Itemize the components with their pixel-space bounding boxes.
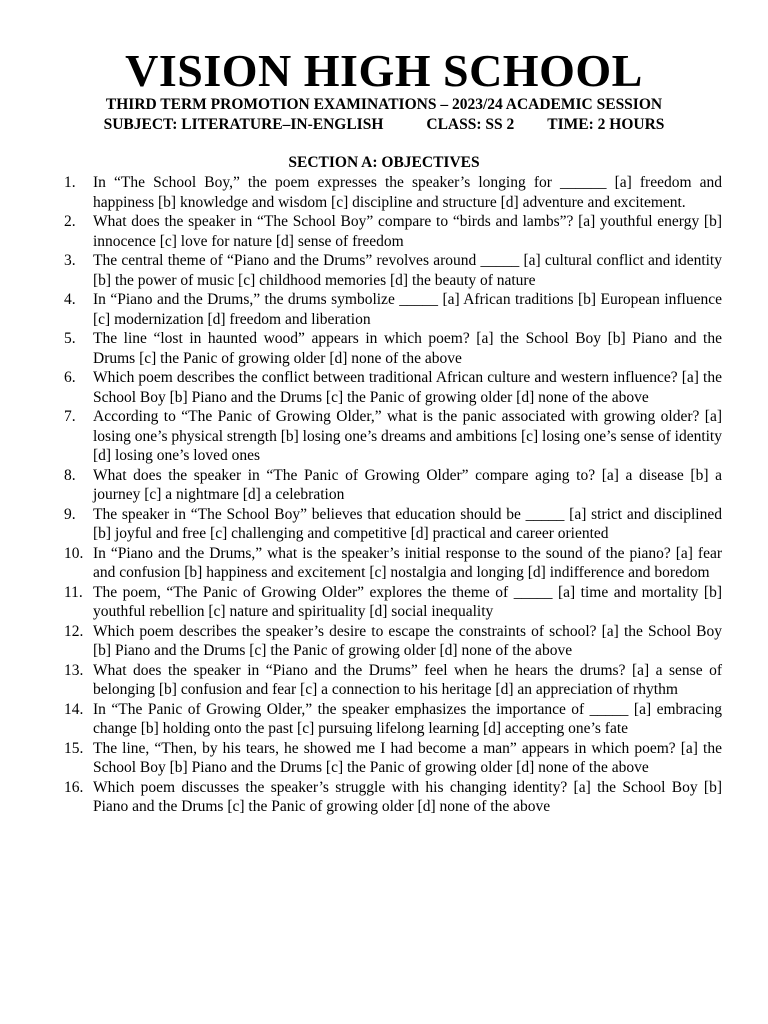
question-text: In “Piano and the Drums,” the drums symbolize _____ [a] African traditions [b] European influence [c] modernization [d] freedom and liberation: [93, 291, 722, 328]
question-item: [64, 739, 722, 778]
question-text: What does the speaker in “Piano and the Drums” feel when he hears the drums? [a] a sense of belonging [b] confusion and fear [c] a connection to his heritage [d] an appreciation of rhythm: [93, 661, 722, 698]
question-text: The line, “Then, by his tears, he showed me I had become a man” appears in which poem? [a] the School Boy [b] Piano and the Drums [c] the Panic of growing older [d] none of the above: [93, 739, 722, 776]
question-list: [64, 173, 722, 817]
question-number: 2.: [64, 213, 76, 230]
question-number: 7.: [64, 408, 76, 425]
question-number: 14.: [64, 700, 84, 718]
exam-details: [0, 115, 768, 135]
question-item: [64, 778, 722, 817]
class-label: CLASS: SS 2: [426, 116, 515, 133]
question-item: [64, 622, 722, 661]
section-title: SECTION A: OBJECTIVES: [288, 154, 480, 171]
question-text: The line “lost in haunted wood” appears in which poem? [a] the School Boy [b] Piano and the Drums [c] the Panic of growing older [d] none of the above: [93, 330, 722, 367]
question-item: [64, 505, 722, 544]
question-text: According to “The Panic of Growing Older,” what is the panic associated with growing older? [a] losing one’s physical strength [b] losing one’s dreams and ambitions [c] losing one’s sense of identity [d] losing one’s loved ones: [93, 408, 722, 464]
question-number: 12.: [64, 622, 84, 640]
question-item: [64, 329, 722, 368]
question-text: The speaker in “The School Boy” believes that education should be _____ [a] strict and disciplined [b] joyful and free [c] challenging and competitive [d] practical and career oriented: [93, 505, 722, 542]
question-text: In “The Panic of Growing Older,” the speaker emphasizes the importance of _____ [a] embracing change [b] holding onto the past [c] pursuing lifelong learning [d] accepting one’s fate: [93, 700, 722, 737]
time-label: TIME: 2 HOURS: [547, 116, 665, 133]
question-text: In “Piano and the Drums,” what is the speaker’s initial response to the sound of the piano? [a] fear and confusion [b] happiness and excitement [c] nostalgia and longing [d] indifference and boredom: [93, 544, 722, 581]
question-number: 10.: [64, 544, 84, 562]
question-item: [64, 173, 722, 212]
question-item: [64, 407, 722, 466]
question-text: Which poem describes the conflict between traditional African culture and western influence? [a] the School Boy [b] Piano and the Drums [c] the Panic of growing older [d] none of the above: [93, 369, 722, 406]
question-number: 15.: [64, 739, 84, 757]
question-item: [64, 212, 722, 251]
question-item: [64, 544, 722, 583]
exam-title: THIRD TERM PROMOTION EXAMINATIONS – 2023/24 ACADEMIC SESSION: [105, 96, 663, 113]
question-item: [64, 368, 722, 407]
question-number: 13.: [64, 661, 84, 679]
subject-label: SUBJECT: LITERATURE–IN-ENGLISH: [103, 116, 384, 133]
question-number: 1.: [64, 174, 76, 191]
question-text: Which poem discusses the speaker’s struggle with his changing identity? [a] the School Boy [b] Piano and the Drums [c] the Panic of growing older [d] none of the above: [93, 778, 722, 815]
question-item: [64, 583, 722, 622]
question-number: 16.: [64, 778, 84, 796]
question-item: [64, 290, 722, 329]
question-number: 11.: [64, 583, 83, 601]
question-text: The central theme of “Piano and the Drums” revolves around _____ [a] cultural conflict and identity [b] the power of music [c] childhood memories [d] the beauty of nature: [93, 252, 722, 289]
question-number: 5.: [64, 330, 76, 347]
question-text: What does the speaker in “The Panic of Growing Older” compare aging to? [a] a disease [b] a journey [c] a nightmare [d] a celebration: [93, 466, 722, 503]
question-item: [64, 251, 722, 290]
question-item: [64, 661, 722, 700]
question-item: [64, 700, 722, 739]
question-number: 4.: [64, 291, 76, 308]
question-number: 9.: [64, 505, 76, 523]
question-text: In “The School Boy,” the poem expresses the speaker’s longing for ______ [a] freedom and happiness [b] knowledge and wisdom [c] discipline and structure [d] adventure and excitement.: [93, 174, 722, 211]
question-number: 6.: [64, 369, 76, 386]
question-number: 3.: [64, 252, 76, 269]
question-text: Which poem describes the speaker’s desire to escape the constraints of school? [a] the School Boy [b] Piano and the Drums [c] the Panic of growing older [d] none of the above: [93, 622, 722, 659]
school-name: VISION HIGH SCHOOL: [125, 45, 643, 96]
question-item: [64, 466, 722, 505]
question-text: The poem, “The Panic of Growing Older” explores the theme of _____ [a] time and mortality [b] youthful rebellion [c] nature and spirituality [d] social inequality: [93, 583, 722, 620]
question-number: 8.: [64, 466, 76, 484]
question-text: What does the speaker in “The School Boy” compare to “birds and lambs”? [a] youthful energy [b] innocence [c] love for nature [d] sense of freedom: [93, 213, 722, 250]
